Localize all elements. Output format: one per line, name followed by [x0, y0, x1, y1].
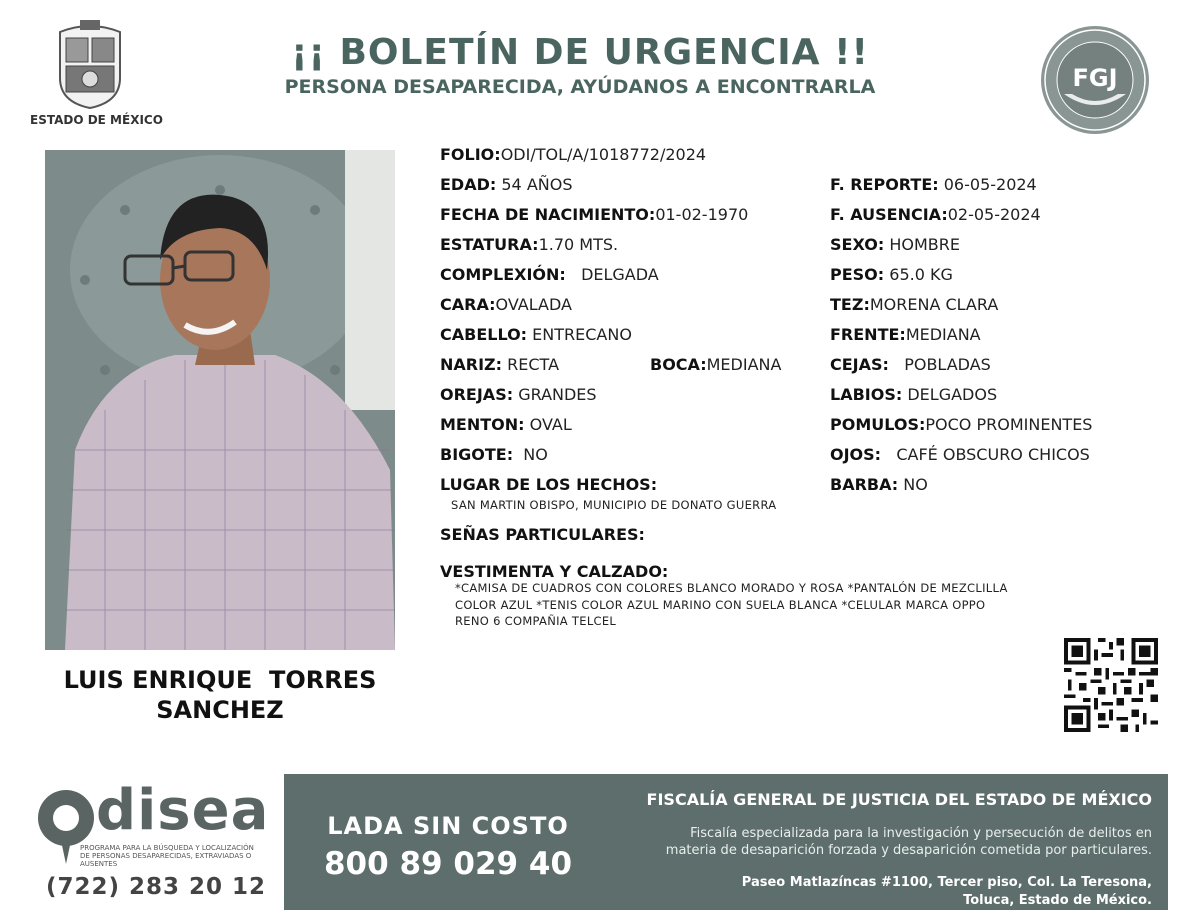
field-value: 01-02-1970 [655, 205, 749, 224]
field-value: DELGADA [581, 265, 659, 284]
field-value: CAFÉ OBSCURO CHICOS [896, 445, 1090, 464]
odisea-tagline [80, 844, 254, 868]
odisea-tagline-line3: AUSENTES [80, 860, 118, 868]
fgj-seal-logo [1038, 24, 1152, 136]
page-title: ¡¡ BOLETÍN DE URGENCIA !! [291, 32, 869, 73]
field-lugar-hechos-label [440, 475, 657, 494]
field-value: ENTRECANO [532, 325, 632, 344]
field-cara [440, 295, 572, 314]
field-label: F. AUSENCIA: [830, 205, 948, 224]
person-name-line2: SANCHEZ [156, 696, 284, 724]
field-bigote [440, 445, 548, 464]
field-label: PESO: [830, 265, 885, 284]
qr-code[interactable] [1064, 638, 1158, 732]
field-label: F. REPORTE: [830, 175, 939, 194]
field-senas [440, 525, 645, 544]
field-label: VESTIMENTA Y CALZADO: [440, 562, 669, 581]
field-value: 1.70 MTS. [538, 235, 619, 254]
field-value: MEDIANA [905, 325, 981, 344]
field-label: BARBA: [830, 475, 899, 494]
lada-label: LADA SIN COSTO [327, 812, 569, 840]
field-label: EDAD: [440, 175, 497, 194]
field-label: MENTON: [440, 415, 525, 434]
field-folio [440, 145, 706, 164]
field-label: CABELLO: [440, 325, 528, 344]
field-f-reporte [830, 175, 1037, 194]
field-label: CEJAS: [830, 355, 889, 374]
field-value: OVALADA [495, 295, 572, 314]
field-peso [830, 265, 953, 284]
vestimenta-line-3: RENO 6 COMPAÑIA TELCEL [455, 614, 617, 628]
field-label: BIGOTE: [440, 445, 514, 464]
fgje-address-line2: Toluca, Estado de México. [963, 893, 1152, 908]
field-sexo [830, 235, 960, 254]
field-value: RECTA [507, 355, 560, 374]
field-label: POMULOS: [830, 415, 926, 434]
person-name [45, 665, 395, 725]
field-vestimenta-label [440, 562, 668, 581]
vestimenta-line-1: *CAMISA DE CUADROS CON COLORES BLANCO MORADO Y ROSA *PANTALÓN DE MEZCLILLA [455, 581, 1008, 595]
field-label: SEXO: [830, 235, 885, 254]
field-value: HOMBRE [889, 235, 960, 254]
field-nariz [440, 355, 559, 374]
fgje-description-line1: Fiscalía especializada para la investigación y persecución de delitos en [690, 826, 1152, 841]
odisea-brand-text: disea [96, 778, 270, 843]
field-label: FOLIO: [440, 145, 501, 164]
fgje-description-line2: materia de desaparición forzada y desaparición cometida por particulares. [665, 843, 1152, 858]
field-menton [440, 415, 572, 434]
odisea-phone-number[interactable]: (722) 283 20 12 [45, 874, 267, 900]
estado-de-mexico-crest-logo [50, 18, 130, 110]
field-value: NO [903, 475, 928, 494]
field-value: 54 AÑOS [501, 175, 573, 194]
odisea-tagline-line1: PROGRAMA PARA LA BÚSQUEDA Y LOCALIZACIÓN [80, 844, 254, 852]
field-label: TEZ: [830, 295, 870, 314]
field-label: OJOS: [830, 445, 882, 464]
field-boca [650, 355, 781, 374]
field-lugar-hechos-value: SAN MARTIN OBISPO, MUNICIPIO DE DONATO GUERRA [451, 498, 777, 512]
field-fecha-nacimiento [440, 205, 748, 224]
field-label: FRENTE: [830, 325, 906, 344]
field-value: ODI/TOL/A/1018772/2024 [500, 145, 707, 164]
field-labios [830, 385, 997, 404]
fgje-title: FISCALÍA GENERAL DE JUSTICIA DEL ESTADO DE MÉXICO [646, 790, 1152, 809]
person-name-line1: LUIS ENRIQUE TORRES [63, 666, 377, 694]
page-subtitle: PERSONA DESAPARECIDA, AYÚDANOS A ENCONTRARLA [284, 76, 876, 98]
field-pomulos [830, 415, 1092, 434]
field-label: NARIZ: [440, 355, 503, 374]
field-label: COMPLEXIÓN: [440, 265, 566, 284]
field-orejas [440, 385, 597, 404]
odisea-logo [36, 778, 276, 868]
field-value: DELGADOS [907, 385, 998, 404]
state-label: ESTADO DE MÉXICO [30, 113, 163, 127]
field-label: ESTATURA: [440, 235, 539, 254]
vestimenta-line-2: COLOR AZUL *TENIS COLOR AZUL MARINO CON SUELA BLANCA *CELULAR MARCA OPPO [455, 598, 986, 612]
field-barba [830, 475, 928, 494]
field-label: BOCA: [650, 355, 707, 374]
svg-text:FGJ: FGJ [1072, 64, 1118, 92]
fgje-address-line1: Paseo Matlazíncas #1100, Tercer piso, Col. La Teresona, [741, 875, 1152, 890]
field-value: 02-05-2024 [947, 205, 1041, 224]
missing-person-photo [45, 150, 395, 650]
field-complexion [440, 265, 659, 284]
field-value: POCO PROMINENTES [925, 415, 1093, 434]
field-label: LUGAR DE LOS HECHOS: [440, 475, 658, 494]
fgje-description [600, 825, 1152, 859]
field-value: NO [523, 445, 548, 464]
field-cabello [440, 325, 632, 344]
field-label: FECHA DE NACIMIENTO: [440, 205, 656, 224]
field-value: POBLADAS [904, 355, 991, 374]
field-value: 65.0 KG [889, 265, 953, 284]
field-label: OREJAS: [440, 385, 514, 404]
field-tez [830, 295, 998, 314]
field-value: MORENA CLARA [869, 295, 999, 314]
field-label: SEÑAS PARTICULARES: [440, 525, 645, 544]
lada-phone-number[interactable]: 800 89 029 40 [323, 846, 573, 882]
field-value: 06-05-2024 [943, 175, 1037, 194]
field-cejas [830, 355, 991, 374]
field-frente [830, 325, 981, 344]
field-value: GRANDES [518, 385, 597, 404]
field-value: OVAL [529, 415, 572, 434]
field-label: CARA: [440, 295, 496, 314]
field-edad [440, 175, 572, 194]
fgje-address [600, 874, 1152, 910]
field-estatura [440, 235, 618, 254]
field-label: LABIOS: [830, 385, 903, 404]
field-ojos [830, 445, 1090, 464]
odisea-tagline-line2: DE PERSONAS DESAPARECIDAS, EXTRAVIADAS O [80, 852, 252, 860]
field-f-ausencia [830, 205, 1041, 224]
field-value: MEDIANA [706, 355, 782, 374]
